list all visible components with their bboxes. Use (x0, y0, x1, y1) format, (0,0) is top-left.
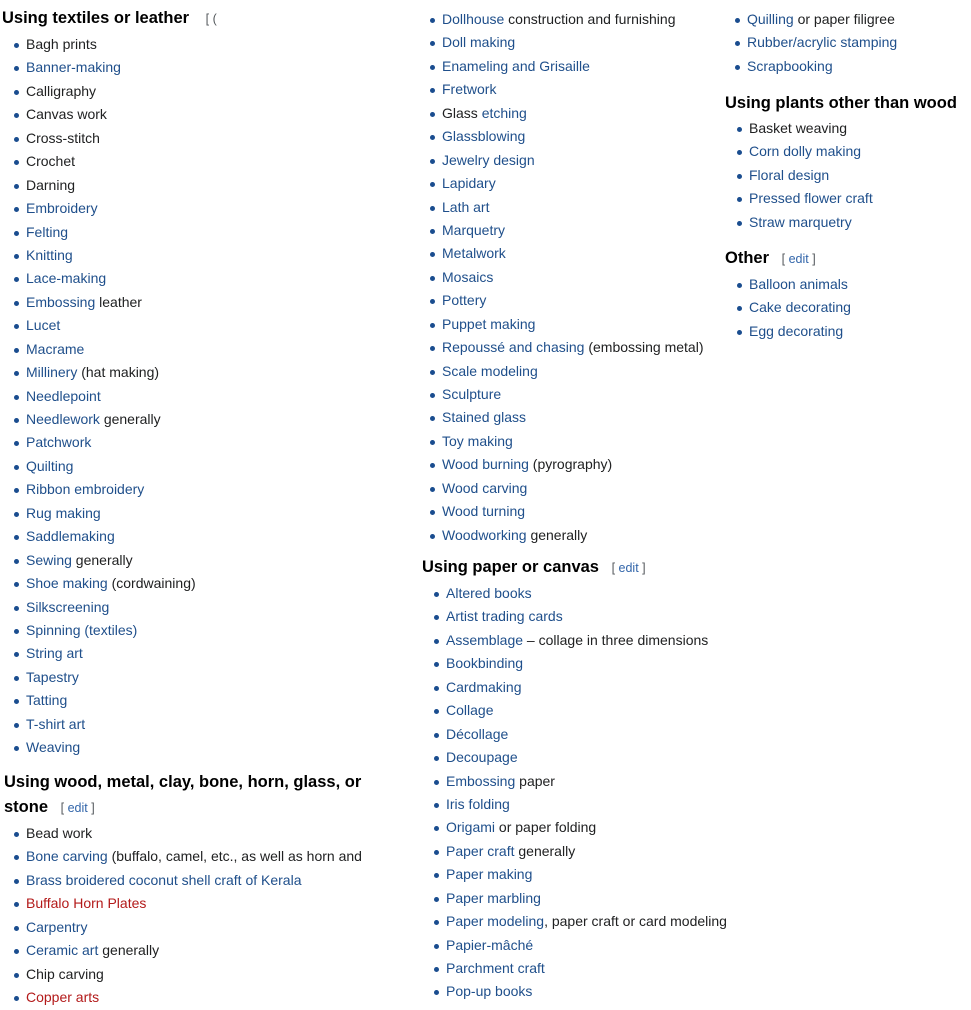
item-text: Canvas work (26, 106, 107, 123)
item-link[interactable]: Paper making (446, 866, 533, 883)
item-text: – collage in three dimensions (523, 631, 709, 648)
item-link[interactable]: Needlework (26, 411, 100, 427)
item-link[interactable]: Sculpture (442, 386, 502, 402)
item-link[interactable]: Cardmaking (446, 678, 522, 695)
list-item (418, 383, 703, 406)
item-link[interactable]: Wood carving (442, 479, 528, 496)
item-text: generally (526, 526, 588, 543)
item-text: (buffalo, camel, etc., as well as horn and (107, 848, 362, 865)
list-item (2, 869, 362, 892)
item-text: construction and furnishing (504, 11, 676, 27)
list-item (2, 986, 362, 1009)
list-item (422, 793, 727, 816)
item-link[interactable]: Egg decorating (749, 322, 844, 339)
list-item (2, 431, 217, 454)
item-link[interactable]: Stained glass (442, 409, 527, 426)
section-heading (725, 246, 851, 272)
item-text: (hat making) (77, 364, 160, 381)
item-link[interactable]: Scale modeling (442, 362, 538, 379)
section-heading (2, 6, 217, 32)
item-text: generally (99, 411, 161, 427)
item-link[interactable]: Jewelry design (442, 151, 535, 168)
list-item (422, 863, 727, 886)
list-item (2, 33, 217, 56)
list-item (418, 430, 703, 453)
list-item (2, 549, 217, 572)
item-link[interactable]: Embossing (446, 772, 516, 789)
list-item (2, 478, 217, 501)
list-item (2, 408, 217, 431)
item-link[interactable]: Parchment craft (446, 960, 545, 976)
section-heading (4, 770, 362, 795)
item-link[interactable]: Tapestry (26, 668, 79, 685)
list-item (725, 164, 957, 187)
heading-text: Using paper or canvas (422, 558, 599, 576)
item-link[interactable]: Needlepoint (26, 387, 101, 404)
list-item (2, 103, 217, 126)
section-wood (4, 770, 362, 1010)
item-link[interactable]: Glassblowing (442, 128, 526, 145)
list-item (418, 31, 703, 54)
list-item (2, 197, 217, 220)
list-item (2, 689, 217, 712)
redlink[interactable]: Copper arts (26, 989, 100, 1006)
item-link[interactable]: Dollhouse (442, 11, 505, 27)
list-item (2, 56, 217, 79)
list-item (723, 8, 897, 31)
item-text: or paper filigree (793, 11, 895, 27)
list-item (2, 713, 217, 736)
list-item (418, 102, 703, 125)
item-link[interactable]: Embroidery (26, 200, 98, 217)
list-item (2, 596, 217, 619)
edit-link[interactable]: [ edit ] (781, 252, 816, 266)
list-item (422, 723, 727, 746)
edit-link[interactable]: [ ( (205, 12, 217, 26)
list-item (2, 455, 217, 478)
item-link[interactable]: Wood burning (442, 456, 529, 473)
item-link[interactable]: Embossing (26, 293, 96, 310)
item-link[interactable]: Felting (26, 223, 69, 240)
list-item (422, 629, 727, 652)
list-item (725, 320, 851, 343)
heading-text: Other (725, 249, 770, 267)
item-link[interactable]: Pottery (442, 292, 487, 309)
item-link[interactable]: Macrame (26, 340, 85, 357)
item-link[interactable]: Corn dolly making (749, 143, 862, 160)
item-link[interactable]: Lucet (26, 317, 61, 334)
edit-link-text[interactable]: edit (67, 801, 88, 815)
list-item (422, 582, 727, 605)
list-item (418, 477, 703, 500)
list-item (422, 605, 727, 628)
list-item (2, 127, 217, 150)
item-link[interactable]: Altered books (446, 585, 532, 601)
heading-text: Using wood, metal, clay, bone, horn, glass, or (4, 773, 362, 791)
item-list (725, 117, 957, 234)
list-item (725, 117, 957, 140)
list-item (725, 273, 851, 296)
item-link[interactable]: Patchwork (26, 434, 92, 451)
item-link[interactable]: Sewing (26, 551, 72, 568)
item-link[interactable]: Saddlemaking (26, 528, 115, 545)
list-item (422, 934, 727, 957)
item-text: (cordwaining) (107, 575, 196, 592)
item-link[interactable]: Tatting (26, 692, 68, 709)
section-other (725, 246, 851, 343)
item-link[interactable]: Ribbon embroidery (26, 481, 145, 498)
item-link[interactable]: Repoussé and chasing (442, 339, 585, 356)
list-item (2, 892, 362, 915)
list-item (2, 267, 217, 290)
item-link[interactable]: Lapidary (442, 175, 496, 192)
item-link[interactable]: Fretwork (442, 81, 497, 98)
item-link[interactable]: Cake decorating (749, 299, 851, 316)
section-wood-continued (418, 8, 703, 547)
item-link[interactable]: Bookbinding (446, 655, 524, 672)
list-item (723, 55, 897, 78)
item-link[interactable]: Spinning (textiles) (26, 621, 138, 638)
item-link[interactable]: Pop-up books (446, 983, 533, 1000)
list-item (2, 572, 217, 595)
item-text: Darning (26, 176, 76, 193)
list-item (2, 502, 217, 525)
item-list (723, 8, 897, 78)
list-item (418, 500, 703, 523)
item-link[interactable]: Enameling and Grisaille (442, 57, 590, 74)
list-item (2, 244, 217, 267)
item-link[interactable]: Weaving (26, 739, 81, 756)
list-item (418, 524, 703, 547)
item-text: Basket weaving (749, 120, 848, 136)
list-item (422, 887, 727, 910)
section-heading-line2 (4, 795, 362, 821)
item-link[interactable]: Quilting (26, 457, 74, 474)
list-item (418, 266, 703, 289)
item-text: or paper folding (495, 819, 597, 836)
item-list (2, 822, 362, 1010)
item-link[interactable]: Rug making (26, 504, 101, 521)
item-link[interactable]: Decoupage (446, 749, 518, 766)
item-link[interactable]: Silkscreening (26, 598, 110, 615)
list-item (2, 385, 217, 408)
item-link[interactable]: Iris folding (446, 795, 510, 812)
list-item (418, 336, 703, 359)
item-link[interactable]: Floral design (749, 166, 830, 183)
list-item (422, 816, 727, 839)
list-item (418, 289, 703, 312)
edit-link[interactable]: [ edit ] (60, 801, 95, 815)
item-text: Bagh prints (26, 36, 97, 52)
item-link[interactable]: Bone carving (26, 848, 108, 865)
item-text: (pyrography) (528, 456, 613, 473)
list-item (2, 361, 217, 384)
list-item (418, 242, 703, 265)
list-item (2, 80, 217, 103)
section-paper-continued (723, 8, 897, 78)
item-link[interactable]: Woodworking (442, 526, 527, 543)
item-link[interactable]: Metalwork (442, 245, 506, 262)
section-heading (422, 555, 727, 581)
list-item (2, 338, 217, 361)
list-item (2, 642, 217, 665)
list-item (2, 314, 217, 337)
item-link[interactable]: Marquetry (442, 221, 506, 238)
item-link[interactable]: Assemblage (446, 631, 524, 648)
item-list (418, 8, 703, 547)
heading-text: Using plants other than wood (725, 94, 957, 112)
item-link[interactable]: Toy making (442, 432, 513, 449)
list-item (418, 453, 703, 476)
item-link[interactable]: Origami (446, 819, 496, 836)
item-text: Calligraphy (26, 82, 97, 99)
item-list (2, 33, 217, 760)
item-text: Crochet (26, 153, 76, 170)
list-item (418, 196, 703, 219)
item-link[interactable]: Pressed flower craft (749, 190, 873, 207)
list-item (2, 525, 217, 548)
list-item (2, 845, 362, 868)
list-item (418, 313, 703, 336)
list-item (725, 211, 957, 234)
list-item (2, 221, 217, 244)
list-item (2, 291, 217, 314)
item-link[interactable]: etching (481, 104, 527, 121)
list-item (418, 125, 703, 148)
list-item (2, 963, 362, 986)
item-link[interactable]: Décollage (446, 725, 509, 742)
list-item (422, 699, 727, 722)
item-link[interactable]: Quilling (747, 11, 794, 27)
item-link[interactable]: Ceramic art (26, 942, 99, 959)
section-paper (422, 555, 727, 1004)
item-link[interactable]: Puppet making (442, 315, 536, 332)
item-link[interactable]: Mosaics (442, 268, 494, 285)
list-item (422, 910, 727, 933)
item-text: Chip carving (26, 965, 104, 982)
item-link[interactable]: Wood turning (442, 503, 526, 520)
item-text: paper (515, 772, 555, 789)
list-item (418, 406, 703, 429)
section-plants (725, 91, 957, 234)
item-link[interactable]: Straw marquetry (749, 213, 852, 230)
item-link[interactable]: Rubber/acrylic stamping (747, 34, 898, 51)
item-link[interactable]: Balloon animals (749, 276, 848, 292)
item-list (422, 582, 727, 1004)
edit-link-text[interactable]: edit (788, 252, 809, 266)
list-item (418, 8, 703, 31)
list-item (418, 219, 703, 242)
item-link[interactable]: Lace-making (26, 270, 107, 287)
list-item (2, 822, 362, 845)
list-item (418, 149, 703, 172)
list-item (725, 187, 957, 210)
list-item (422, 770, 727, 793)
list-item (723, 31, 897, 54)
edit-link[interactable]: [ edit ] (611, 561, 646, 575)
item-text: Bead work (26, 825, 93, 841)
list-item (422, 957, 727, 980)
list-item (418, 172, 703, 195)
list-item (2, 150, 217, 173)
item-list (725, 273, 851, 343)
item-link[interactable]: Artist trading cards (446, 608, 563, 625)
section-textiles (2, 6, 217, 760)
item-text: generally (71, 551, 133, 568)
item-text: generally (514, 842, 576, 859)
item-link[interactable]: Millinery (26, 364, 78, 381)
list-item (2, 916, 362, 939)
item-link[interactable]: Paper modeling (446, 913, 545, 930)
section-heading (725, 91, 957, 116)
item-link[interactable]: String art (26, 645, 83, 662)
item-link[interactable]: Paper craft (446, 842, 515, 859)
item-link[interactable]: T-shirt art (26, 715, 86, 732)
item-text: (embossing metal) (584, 339, 704, 356)
list-item (422, 676, 727, 699)
redlink[interactable]: Buffalo Horn Plates (26, 895, 147, 912)
item-link[interactable]: Paper marbling (446, 889, 541, 906)
heading-text: Using textiles or leather (2, 9, 190, 27)
item-link[interactable]: Banner-making (26, 59, 121, 76)
heading-text: stone (4, 798, 49, 816)
item-link[interactable]: Collage (446, 702, 494, 719)
item-text: , paper craft or card modeling (544, 913, 727, 930)
item-text: leather (95, 293, 142, 310)
item-text: Cross-stitch (26, 129, 100, 146)
list-item (422, 652, 727, 675)
item-link[interactable]: Doll making (442, 34, 516, 51)
item-link[interactable]: Scrapbooking (747, 57, 833, 74)
list-item (418, 360, 703, 383)
item-link[interactable]: Lath art (442, 198, 490, 215)
list-item (725, 140, 957, 163)
item-text: Glass (442, 104, 482, 121)
list-item (725, 296, 851, 319)
list-item (2, 619, 217, 642)
item-link[interactable]: Papier-mâché (446, 936, 534, 953)
edit-link-text[interactable]: edit (618, 561, 639, 575)
list-item (422, 840, 727, 863)
item-text: generally (98, 942, 160, 959)
list-item (418, 78, 703, 101)
item-link[interactable]: Brass broidered coconut shell craft of Kerala (26, 871, 302, 888)
item-link[interactable]: Knitting (26, 246, 73, 263)
list-item (2, 939, 362, 962)
list-item (2, 174, 217, 197)
item-link[interactable]: Shoe making (26, 575, 108, 592)
list-item (2, 666, 217, 689)
list-item (418, 55, 703, 78)
list-item (2, 736, 217, 759)
item-link[interactable]: Carpentry (26, 918, 88, 935)
list-item (422, 746, 727, 769)
list-item (422, 980, 727, 1003)
